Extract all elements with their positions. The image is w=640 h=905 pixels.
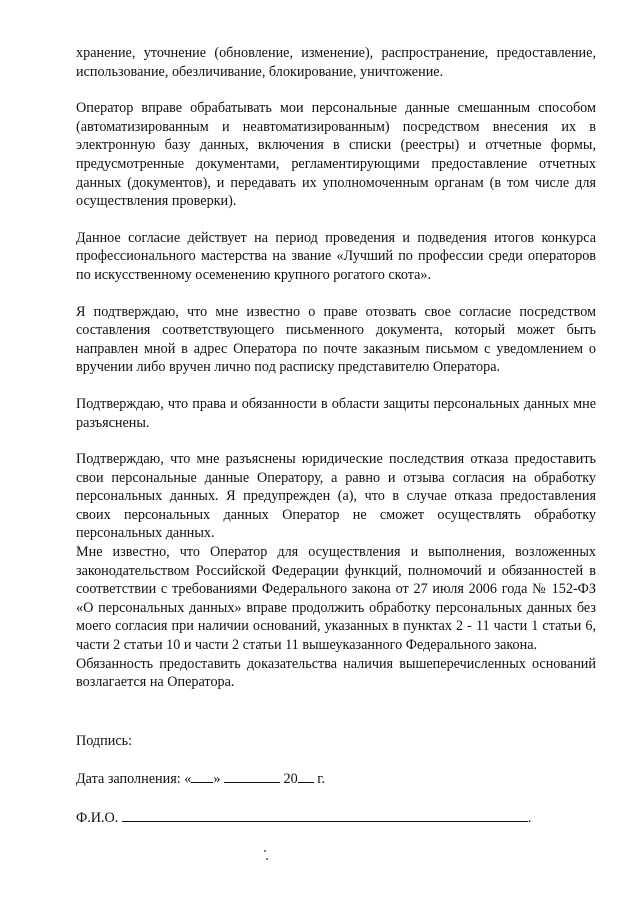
- signature-row: [76, 732, 596, 751]
- signature-block: [76, 732, 596, 828]
- paragraph-revocation-right: Я подтверждаю, что мне известно о праве отозвать свое согласие посредством составления соответствующего письменного документа, который может быть направлен мной в адрес Оператора по почте заказным письмом с уведомлением о вручении либо вручен лично под расписку представителю Оператора.: [76, 303, 596, 376]
- fio-end: .: [527, 810, 532, 826]
- year-prefix: 20: [283, 771, 298, 788]
- fio-label: Ф.И.О.: [76, 810, 119, 826]
- signature-label: Подпись:: [76, 732, 133, 749]
- paragraph-rights-explained: Подтверждаю, что права и обязанности в области защиты персональных данных мне разъяснены.: [76, 395, 596, 431]
- date-row: [76, 768, 596, 789]
- month-blank-field[interactable]: [224, 768, 280, 783]
- paragraph-processing-actions: хранение, уточнение (обновление, изменение), распространение, предоставление, использование, обезличивание, блокирование, уничтожение.: [76, 45, 596, 80]
- date-label: Дата заполнения:: [76, 771, 181, 788]
- scan-speck: [266, 858, 268, 860]
- paragraph-consent-period: Данное согласие действует на период проведения и подведения итогов конкурса профессионального мастерства на звание «Лучший по профессии среди операторов по искусственному осеменению крупного рогатого скота».: [76, 229, 596, 283]
- date-open-quote: «: [184, 771, 192, 788]
- year-suffix: г.: [317, 771, 325, 788]
- paragraph-legal-basis: Мне известно, что Оператор для осуществления и выполнения, возложенных законодательством Российской Федерации функций, полномочий и обязанностей в соответствии с требованиями Федерального закона от 27 июля 2006 года № 152-ФЗ «О персональных данных» вправе продолжить обработку персональных данных без моего согласия при наличии оснований, указанных в пунктах 2 - 11 части 1 статьи 6, части 2 статьи 10 и части 2 статьи 11 вышеуказанного Федерального закона.: [76, 544, 596, 654]
- document-page: [76, 44, 596, 828]
- year-blank-field[interactable]: [298, 768, 314, 783]
- paragraph-refusal-consequences: Подтверждаю, что мне разъяснены юридические последствия отказа предоставить свои персональные данные Оператору, а равно и отзыва согласия на обработку персональных данных. Я предупрежден (а), что в случае отказа предоставления своих персональных данных Оператор не сможет осуществлять обработку персональных данных.: [76, 451, 596, 542]
- scan-speck: [264, 850, 266, 852]
- fio-row: [76, 807, 596, 828]
- paragraph-processing-method: Оператор вправе обрабатывать мои персональные данные смешанным способом (автоматизированным и неавтоматизированным) посредством внесения их в электронную базу данных, включения в списки (реестры) и отчетные формы, предусмотренные документами, регламентирующими предоставление отчетных данных (документов), и передавать их уполномоченным органам (в том числе для осуществления проверки).: [76, 100, 596, 210]
- fio-blank-field[interactable]: [122, 807, 528, 822]
- date-close-quote: »: [213, 771, 221, 788]
- day-blank-field[interactable]: [191, 768, 213, 783]
- paragraph-burden-of-proof: Обязанность предоставить доказательства наличия вышеперечисленных оснований возлагается на Оператора.: [76, 655, 596, 691]
